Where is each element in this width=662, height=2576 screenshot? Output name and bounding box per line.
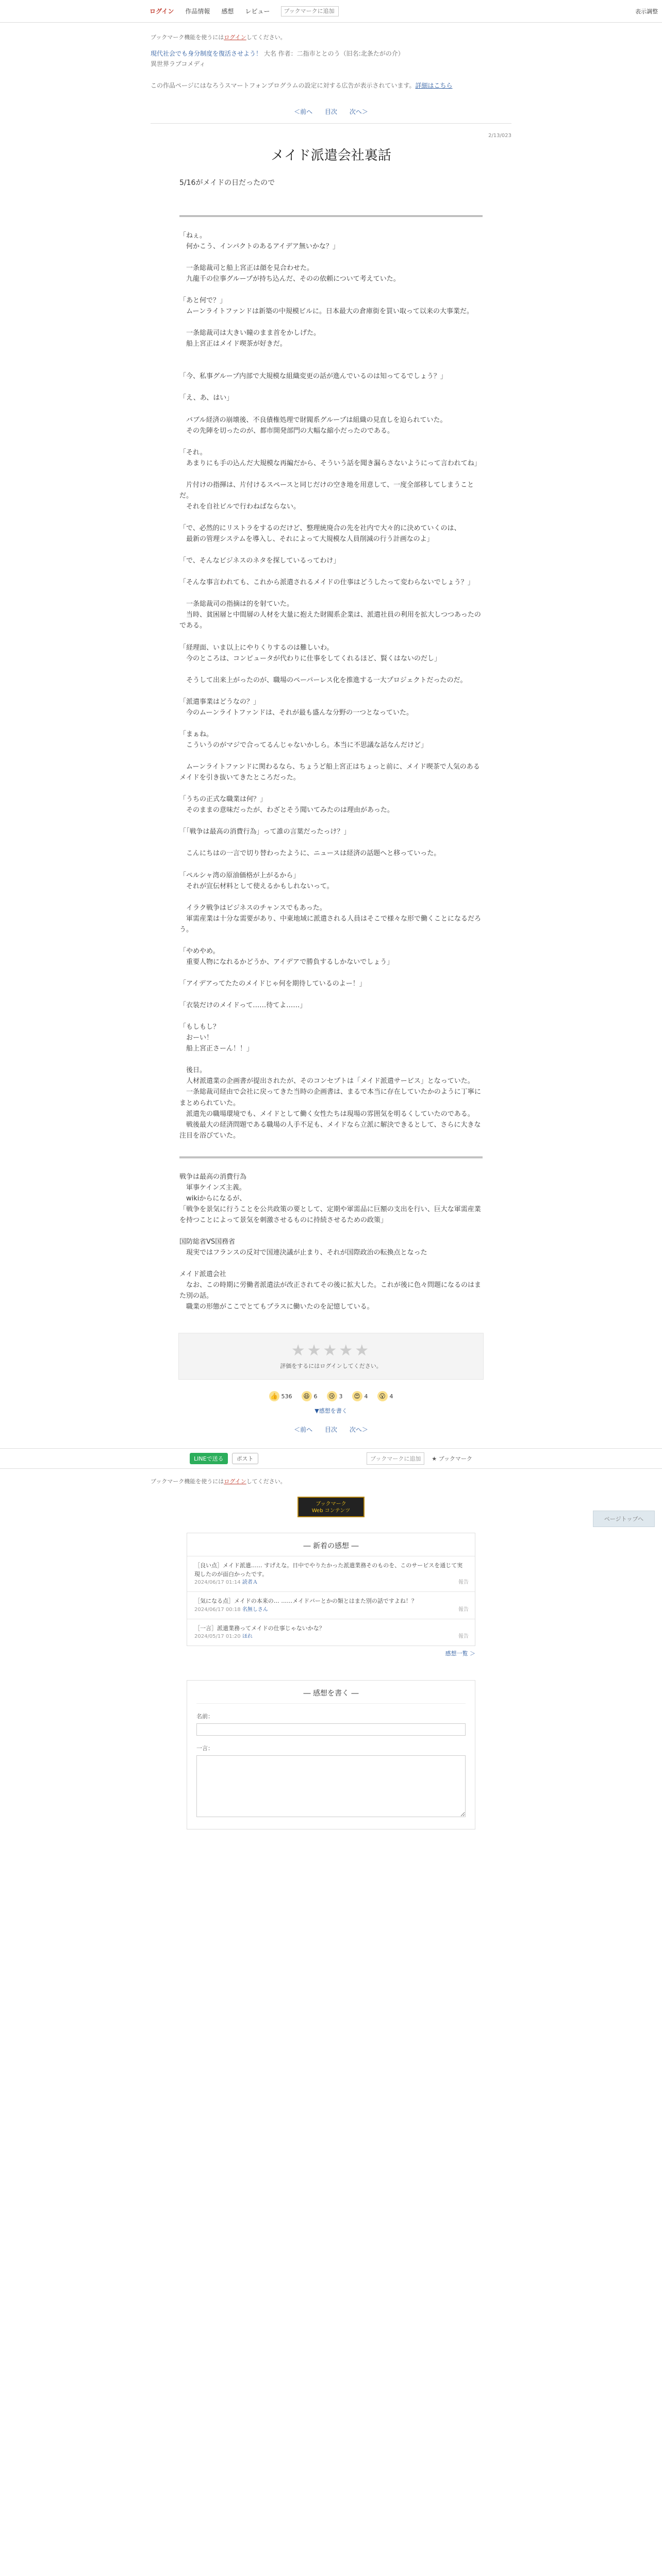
- genre-label: 異世界ラブコメディ: [151, 60, 206, 68]
- toc-link-bottom[interactable]: 目次: [324, 1426, 337, 1434]
- publish-date: 2/13/023: [488, 132, 511, 139]
- reaction-count: 4: [389, 1393, 393, 1400]
- impressions-more-link[interactable]: 感想一覧 ＞: [445, 1650, 475, 1657]
- login-notice-bottom: [151, 1477, 511, 1485]
- rating-note: 評価をするにはログインしてください。: [280, 1363, 382, 1370]
- name-label: 名前：: [196, 1713, 213, 1720]
- reaction-emoji-icon: 👍: [269, 1391, 279, 1401]
- impression-date: 2024/06/17 00:18: [194, 1606, 241, 1613]
- afterword: 戦争は最高の消費行為 軍事ケインズ主義。 wikiからになるが、 「戦争を景気に行うことを公共政策の要として、定期や軍需品に巨額の支出を行い、巨大な軍需産業を持つことによって景気を刺激させるものに持続させるための政策」 国防総省VS国務省 現実ではフランスの反対で国連決議が止まり、それが国際政治の転換点となった メイド派遣会社 なお、この時期に労働者派遣法が改正されてその後に拡大した。これが後に色々問題になるのはまた別の話。 職業の形態がここでとてもプラスに働いたのを記憶している。: [179, 1173, 482, 1311]
- ad-notice: [151, 81, 511, 90]
- prev-link[interactable]: ＜前へ: [294, 108, 313, 115]
- pager-top: [151, 107, 511, 116]
- login-link[interactable]: ログイン: [150, 8, 174, 15]
- notice2-suffix: してください。: [246, 1478, 286, 1485]
- reaction-count: 536: [281, 1393, 292, 1400]
- reaction-item[interactable]: [302, 1391, 318, 1401]
- share-bar: [0, 1448, 662, 1469]
- rating-stars[interactable]: ★★★★★: [291, 1342, 371, 1360]
- reaction-item[interactable]: [269, 1391, 292, 1401]
- impression-date: 2024/05/17 01:20: [194, 1634, 241, 1640]
- impression-text: ［気になる点］メイドの本来の… ……メイドバーとかの類とはまた別の話ですよね！？: [194, 1598, 417, 1605]
- preface: 5/16がメイドの日だったので: [179, 178, 275, 187]
- notice2-prefix: ブックマーク機能を使うには: [151, 1478, 224, 1485]
- display-settings-link[interactable]: 表示調整: [635, 8, 658, 15]
- reaction-count: 4: [364, 1393, 368, 1400]
- impression-user[interactable]: 読者Ａ: [242, 1580, 258, 1586]
- impressions-box: [187, 1533, 475, 1646]
- report-link[interactable]: 報告: [458, 1580, 469, 1586]
- page-top-button[interactable]: ページトップへ: [593, 1511, 655, 1527]
- series-breadcrumb: [151, 48, 511, 70]
- ad-notice-link[interactable]: 詳細はこちら: [415, 81, 453, 89]
- write-heading: ― 感想を書く ―: [196, 1681, 466, 1704]
- comment-field[interactable]: [196, 1755, 466, 1817]
- ad-notice-text: この作品ページにはなろうスマートフォンプログラムの設定に対する広告が表示されています。: [151, 81, 416, 89]
- name-field[interactable]: [196, 1723, 466, 1736]
- share-bar-right: [367, 1452, 472, 1465]
- comment-label: 一言：: [196, 1745, 213, 1752]
- bookmark-button[interactable]: ★ ブックマーク: [432, 1455, 472, 1463]
- impressions-link[interactable]: 感想: [221, 8, 234, 15]
- bookmark-add-button[interactable]: ブックマークに追加: [367, 1452, 424, 1465]
- report-link[interactable]: 報告: [458, 1606, 469, 1613]
- reaction-count: 6: [313, 1393, 318, 1400]
- notice2-login-link[interactable]: ログイン: [224, 1478, 246, 1485]
- page-title: メイド派遣会社裏話: [271, 147, 391, 163]
- impression-text: ［一言］派遣業務ってメイドの仕事じゃないかな？: [194, 1624, 325, 1632]
- story-body: 「ねぇ。 何かこう、インパクトのあるアイデア無いかな？」 一条総裁司と船上宮正は顔を見合わせた。 九龍千の位事グループが持ち込んだ、そのの依頼について考えていた。 「あと何で？」 ムーンライトファンドは新築の中規模ビルに。日本最大の倉庫街を買い取って以来の大事業だ。 一条総裁司は大きい瞳のまま首をかしげた。 船上宮正はメイド喫茶が好きだ。 「今、私事グループ内部で大規模な組織変更の話が進んでいるのは知ってるでしょう？」 「え、あ、はい」 バブル経済の崩壊後、不良債権処理で財閥系グループは組織の見直しを迫られていた。 その先陣を切ったのが、都市開発部門の大幅な縮小だったのである。 「それ。 あまりにも手の込んだ大規模な再編だから、そういう話を聞き漏らさないようにって言われてね」 片付けの指揮は、片付けるスペースと同じだけの空き地を用意して、一度全部移してしまうことだ。 それを自社ビルで行わねばならない。 「で、必然的にリストラをするのだけど、整理統廃合の先を社内で大々的に決めていくのは、 最新の管理システムを導入し、それによって大規模な人員削減の行う計画なのよ」 「で、そんなビジネスのネタを探しているってわけ」 「そんな事言われても、これから派遣されるメイドの仕事はどうしたって変わらないでしょう？」 一条総裁司の指摘は的を射ていた。 当時、貧困層と中間層の人材を大量に抱えた財閥系企業は、派遣社員の利用を拡大しつつあったのである。 「経理面、いま以上にやりくりするのは難しいわ。 今のところは、コンピュータが代わりに仕事をしてくれるほど、賢くはないのだし」 そうして出来上がったのが、職場のペーパーレス化を推進する一大プロジェクトだったのだ。 「派遣事業はどうなの？」 今のムーンライトファンドは、それが最も盛んな分野の一つとなっていた。 「まぁね。 こういうのがマジで合ってるんじゃないかしら。本当に不思議な話なんだけど」 ムーンライトファンドに関わるなら、ちょうど船上宮正はちょっと前に、メイド喫茶で人気のあるメイドを引き抜いてきたところだった。 「うちの正式な職業は何？」 そのままの意味だったが、わざとそう聞いてみたのは理由があった。 「「戦争は最高の消費行為」って誰の言葉だったっけ？」 こんにちはの一言で切り替わったように、ニュースは経済の話題へと移っていった。 「ペルシャ湾の原油価格が上がるから」 それが宣伝材料として使えるかもしれないって。 イラク戦争はビジネスのチャンスでもあった。 軍需産業は十分な需要があり、中東地域に派遣される人員はそこで様々な形で働くことになるだろう。 「やめやめ。 重要人物になれるかどうか、アイデアで勝負するしかないでしょう」 「アイデアってたたのメイドじゃ何を期待しているのよー！」 「衣装だけのメイドって……待てよ……」 「もしもし？ おーい！ 船上宮正さーん！！」 後日。 人材派遣業の企画書が提出されたが、そのコンセプトは「メイド派遣サービス」となっていた。 一条総裁司経由で会社に戻ってきた当時の企画書は、まるで本当に存在していたかのように丁寧にまとめられていた。 派遣先の職場環境でも、メイドとして働く女性たちは現場の雰囲気を明るくしていたのである。 戦後最大の経済問題である職場の人手不足も、メイドなら立派に解決できるとして、さらに大きな注目を浴びていた。: [179, 231, 482, 1140]
- ad-banner[interactable]: ブックマーク Web コンテンツ: [297, 1497, 365, 1517]
- series-detail: 大名 作者：二指市ととのう（旧名:北条たがの介）: [263, 50, 404, 57]
- reaction-bar: [151, 1391, 511, 1401]
- line-share-button[interactable]: LINEで送る: [190, 1453, 228, 1464]
- preface-divider: [179, 215, 483, 217]
- toc-link[interactable]: 目次: [324, 108, 337, 115]
- afterword-divider: [179, 1157, 483, 1158]
- login-notice: [151, 33, 511, 41]
- reaction-item[interactable]: [352, 1391, 368, 1401]
- reaction-emoji-icon: 😮: [377, 1391, 388, 1401]
- reaction-emoji-icon: 😍: [352, 1391, 362, 1401]
- write-impression-link[interactable]: ▼感想を書く: [315, 1408, 347, 1415]
- reaction-item[interactable]: [377, 1391, 393, 1401]
- list-item[interactable]: [187, 1619, 475, 1646]
- write-impression-box: [187, 1680, 475, 1829]
- top-nav-bar: [0, 0, 662, 23]
- reaction-count: 3: [339, 1393, 343, 1400]
- reaction-item[interactable]: [327, 1391, 343, 1401]
- post-share-button[interactable]: ポスト: [232, 1453, 258, 1464]
- rating-box: [178, 1333, 484, 1380]
- list-item[interactable]: [187, 1556, 475, 1591]
- works-info-link[interactable]: 作品情報: [185, 8, 210, 15]
- reaction-emoji-icon: 😢: [327, 1391, 337, 1401]
- notice-login-link[interactable]: ログイン: [224, 34, 246, 41]
- series-link[interactable]: 現代社会でも身分制度を復活させよう！: [151, 50, 262, 57]
- reaction-emoji-icon: 😆: [302, 1391, 312, 1401]
- bookmark-input[interactable]: [281, 6, 339, 16]
- reviews-link[interactable]: レビュー: [245, 8, 270, 15]
- divider: [151, 123, 511, 124]
- report-link[interactable]: 報告: [458, 1634, 469, 1640]
- impression-date: 2024/06/17 01:14: [194, 1580, 241, 1586]
- impression-user[interactable]: 名無しさん: [242, 1606, 268, 1613]
- impression-user[interactable]: ほれ: [242, 1634, 253, 1640]
- next-link[interactable]: 次へ＞: [349, 108, 368, 115]
- next-link-bottom[interactable]: 次へ＞: [349, 1426, 368, 1434]
- list-item[interactable]: [187, 1591, 475, 1619]
- prev-link-bottom[interactable]: ＜前へ: [294, 1426, 313, 1434]
- pager-bottom: [151, 1425, 511, 1434]
- impressions-heading: ― 新着の感想 ―: [303, 1542, 359, 1551]
- impression-text: ［良い点］メイド派遣…… すげえな。日中でやりたかった派遣業務そのものを、このサービスを通じて実現したのが面白かったです。: [194, 1562, 463, 1578]
- notice-suffix: してください。: [246, 34, 286, 41]
- notice-prefix: ブックマーク機能を使うには: [151, 34, 224, 41]
